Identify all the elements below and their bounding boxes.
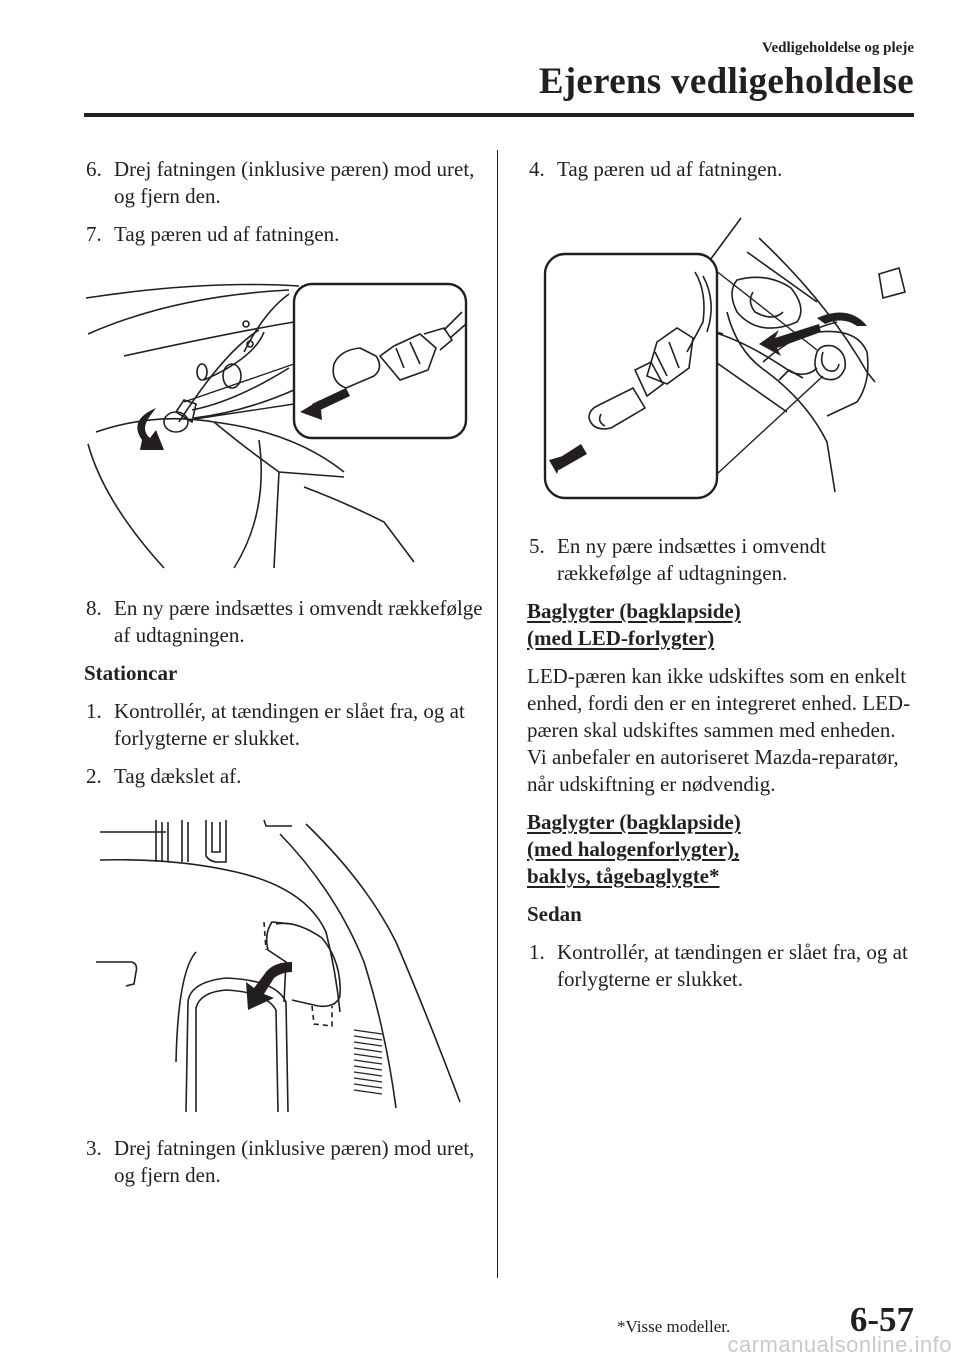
stationcar-step-2: 2. Tag dækslet af. — [86, 764, 242, 788]
page-number: 6-57 — [849, 1300, 914, 1339]
right-steps-top — [527, 156, 917, 183]
column-divider — [497, 150, 498, 1278]
sedan-step-1: 1. Kontrollér, at tændingen er slået fra, og at forlygterne er slukket. — [529, 940, 908, 991]
watermark: carmanualsonline.info — [727, 1332, 952, 1357]
right-content — [527, 533, 917, 993]
left-steps-bottom — [84, 1135, 484, 1189]
heading-stationcar: Stationcar — [84, 661, 178, 685]
left-steps-top — [84, 156, 484, 248]
step-5: 5. En ny pære indsættes i omvendt rækkefølge af udtagningen. — [529, 534, 826, 585]
led-paragraph: LED-pæren kan ikke udskiftes som en enkelt enhed, fordi den er en integreret enhed. LED-pæren skal udskiftes sammen med enheden. Vi anbefaler en autoriseret Mazda-reparatør, når udskiftning er nødvendig. — [527, 664, 911, 796]
section-title: Ejerens vedligeholdelse — [538, 61, 914, 102]
illustration-socket-removal — [84, 272, 484, 572]
left-steps-mid — [84, 595, 484, 790]
step-4: 4. Tag pæren ud af fatningen. — [529, 157, 783, 181]
heading-led-tail-lights: Baglygter (bagklapside) (med LED-forlygter) — [527, 599, 741, 650]
chapter-title: Vedligeholdelse og pleje — [762, 40, 914, 56]
stationcar-step-3: 3. Drej fatningen (inklusive pæren) mod uret, og fjern den. — [86, 1136, 475, 1187]
heading-halogen-tail-lights: Baglygter (bagklapside) (med halogenforlygter), baklys, tågebaglygte* — [527, 810, 741, 888]
step-7: 7. Tag pæren ud af fatningen. — [86, 222, 340, 246]
stationcar-step-1: 1. Kontrollér, at tændingen er slået fra, og at forlygterne er slukket. — [86, 699, 465, 750]
heading-sedan: Sedan — [527, 902, 582, 926]
step-6: 6. Drej fatningen (inklusive pæren) mod uret, og fjern den. — [86, 157, 475, 208]
illustration-bulb-removal — [527, 212, 917, 512]
header-rule — [84, 113, 914, 117]
illustration-cover-removal — [96, 812, 476, 1112]
footnote: *Visse modeller. — [617, 1317, 731, 1336]
step-8: 8. En ny pære indsættes i omvendt rækkefølge af udtagningen. — [86, 596, 483, 647]
